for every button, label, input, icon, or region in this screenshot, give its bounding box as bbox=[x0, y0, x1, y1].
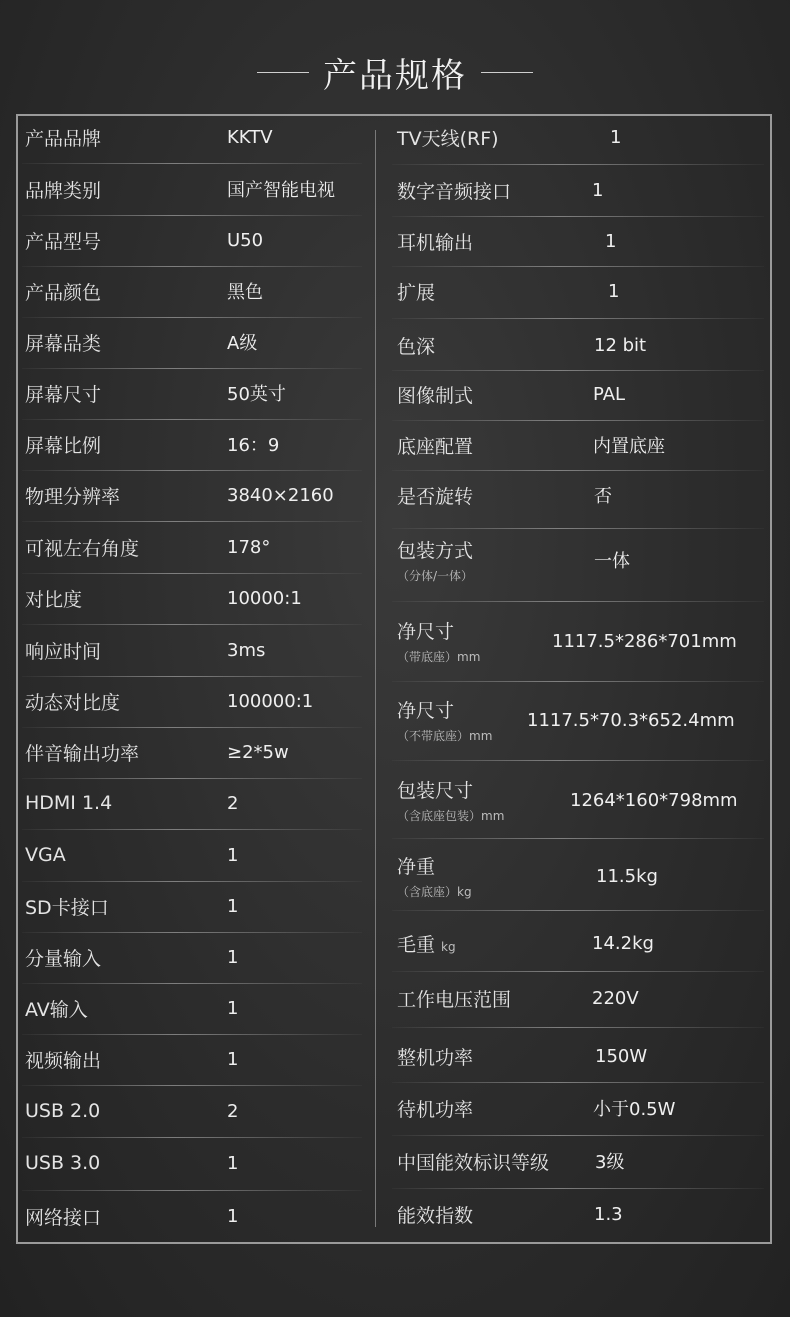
spec-value: 3级 bbox=[595, 1152, 625, 1173]
spec-value: 1 bbox=[227, 1048, 239, 1070]
spec-value: 14.2kg bbox=[592, 932, 654, 954]
spec-label-text: 净尺寸 bbox=[397, 700, 455, 722]
spec-label bbox=[397, 696, 492, 744]
row-separator bbox=[22, 676, 362, 677]
spec-row bbox=[25, 475, 385, 515]
spec-row bbox=[25, 271, 385, 311]
row-separator bbox=[22, 317, 362, 318]
row-separator bbox=[392, 601, 764, 602]
spec-value: U50 bbox=[227, 229, 264, 251]
spec-row bbox=[25, 1143, 385, 1183]
spec-value: 1 bbox=[227, 1205, 239, 1227]
row-separator bbox=[22, 983, 362, 984]
spec-value: 1 bbox=[610, 126, 622, 148]
spec-row bbox=[25, 578, 385, 618]
spec-label-text: 净尺寸 bbox=[397, 621, 455, 643]
row-separator bbox=[22, 624, 362, 625]
spec-row bbox=[397, 374, 757, 414]
spec-value: 100000:1 bbox=[227, 690, 314, 712]
spec-value: A级 bbox=[227, 333, 258, 354]
spec-value: 1 bbox=[227, 895, 239, 917]
spec-row bbox=[397, 692, 757, 748]
spec-label-text: HDMI 1.4 bbox=[25, 792, 113, 814]
spec-label bbox=[397, 1148, 549, 1175]
spec-label-text: 毛重 bbox=[397, 933, 436, 956]
row-separator bbox=[392, 760, 764, 761]
spec-row bbox=[397, 475, 757, 515]
spec-label-text: 屏幕尺寸 bbox=[25, 383, 102, 406]
row-separator bbox=[392, 838, 764, 839]
spec-label-text: 对比度 bbox=[25, 588, 83, 611]
spec-row bbox=[397, 425, 757, 465]
spec-label bbox=[25, 688, 120, 715]
spec-label-text: 可视左右角度 bbox=[25, 537, 140, 560]
spec-label-note: （分体/一体） bbox=[397, 569, 474, 583]
spec-value: 150W bbox=[595, 1045, 648, 1067]
row-separator bbox=[22, 1034, 362, 1035]
row-separator bbox=[392, 1188, 764, 1189]
spec-row bbox=[397, 271, 757, 311]
spec-label bbox=[397, 617, 480, 665]
spec-label bbox=[397, 852, 472, 900]
spec-value: 1 bbox=[592, 179, 604, 201]
spec-label bbox=[25, 380, 101, 407]
spec-label bbox=[25, 792, 112, 814]
spec-row bbox=[397, 221, 757, 261]
spec-label bbox=[25, 995, 88, 1022]
spec-label bbox=[25, 944, 101, 971]
row-separator bbox=[22, 521, 362, 522]
row-separator bbox=[22, 829, 362, 830]
spec-label bbox=[397, 776, 504, 824]
spec-label-note: （不带底座）mm bbox=[397, 729, 493, 743]
spec-label bbox=[25, 637, 101, 664]
spec-row bbox=[397, 1194, 757, 1234]
row-separator bbox=[22, 470, 362, 471]
spec-value: 10000:1 bbox=[227, 587, 302, 609]
spec-value: 2 bbox=[227, 792, 239, 814]
spec-label-text: 能效指数 bbox=[397, 1204, 474, 1227]
spec-label-text: 净重 bbox=[397, 856, 436, 878]
page-title: 产品规格 bbox=[323, 56, 467, 96]
spec-label bbox=[397, 482, 473, 509]
spec-value: 国产智能电视 bbox=[227, 180, 335, 201]
spec-label-text: 产品颜色 bbox=[25, 281, 102, 304]
spec-label-text: 产品型号 bbox=[25, 230, 102, 253]
spec-value: 178° bbox=[227, 536, 271, 558]
spec-row bbox=[25, 1091, 385, 1131]
spec-label-text: 整机功率 bbox=[397, 1046, 474, 1069]
row-separator bbox=[22, 727, 362, 728]
row-separator bbox=[392, 1082, 764, 1083]
spec-row bbox=[25, 988, 385, 1028]
spec-row bbox=[25, 117, 385, 157]
spec-label bbox=[397, 1095, 473, 1122]
spec-value: 小于0.5W bbox=[593, 1099, 676, 1120]
spec-label-text: 色深 bbox=[397, 335, 436, 358]
spec-label bbox=[25, 1152, 100, 1174]
spec-label-text: 动态对比度 bbox=[25, 691, 121, 714]
spec-label bbox=[25, 893, 109, 920]
spec-row bbox=[25, 937, 385, 977]
row-separator bbox=[22, 1085, 362, 1086]
row-separator bbox=[392, 216, 764, 217]
spec-value: 12 bit bbox=[594, 334, 647, 356]
spec-label-text: VGA bbox=[25, 844, 66, 866]
spec-value: 2 bbox=[227, 1100, 239, 1122]
spec-value: 3ms bbox=[227, 639, 266, 661]
spec-label bbox=[25, 1100, 100, 1122]
spec-label-text: 网络接口 bbox=[25, 1206, 102, 1229]
spec-row bbox=[397, 532, 757, 588]
spec-row bbox=[25, 373, 385, 413]
spec-label bbox=[397, 930, 456, 957]
spec-label-text: 屏幕品类 bbox=[25, 332, 102, 355]
title-line-left bbox=[257, 72, 309, 73]
spec-label bbox=[397, 1201, 473, 1228]
spec-label bbox=[25, 534, 139, 561]
spec-label bbox=[397, 381, 473, 408]
spec-value: 1117.5*286*701mm bbox=[552, 630, 737, 652]
spec-row bbox=[397, 170, 757, 210]
spec-value: 1264*160*798mm bbox=[570, 789, 738, 811]
spec-label bbox=[397, 1043, 473, 1070]
spec-label-text: 中国能效标识等级 bbox=[397, 1151, 550, 1174]
spec-value: 16：9 bbox=[227, 435, 280, 456]
spec-label-text: 耳机输出 bbox=[397, 231, 474, 254]
row-separator bbox=[22, 881, 362, 882]
spec-label bbox=[397, 332, 435, 359]
spec-label-text: 屏幕比例 bbox=[25, 434, 102, 457]
spec-label-note: （含底座）kg bbox=[397, 885, 472, 899]
spec-value: 一体 bbox=[594, 551, 630, 572]
spec-row bbox=[397, 1141, 757, 1181]
spec-row bbox=[397, 1088, 757, 1128]
row-separator bbox=[22, 215, 362, 216]
row-separator bbox=[392, 1027, 764, 1028]
spec-row bbox=[397, 772, 757, 828]
spec-label bbox=[25, 329, 101, 356]
spec-label-text: 图像制式 bbox=[397, 384, 474, 407]
spec-row bbox=[25, 886, 385, 926]
spec-value: 否 bbox=[594, 486, 612, 507]
spec-label-text: USB 3.0 bbox=[25, 1152, 101, 1174]
spec-label-text: 伴音输出功率 bbox=[25, 742, 140, 765]
spec-value: 黑色 bbox=[227, 282, 263, 303]
spec-row bbox=[397, 848, 757, 904]
spec-value: 1.3 bbox=[594, 1203, 623, 1225]
row-separator bbox=[392, 164, 764, 165]
spec-row bbox=[25, 630, 385, 670]
spec-label bbox=[397, 432, 473, 459]
spec-label-text: 底座配置 bbox=[397, 435, 474, 458]
spec-row bbox=[25, 1196, 385, 1236]
spec-label bbox=[397, 177, 511, 204]
row-separator bbox=[392, 470, 764, 471]
spec-label-text: 是否旋转 bbox=[397, 485, 474, 508]
spec-label-text: 响应时间 bbox=[25, 640, 102, 663]
spec-row bbox=[25, 732, 385, 772]
spec-label-text: 数字音频接口 bbox=[397, 180, 512, 203]
spec-label bbox=[25, 844, 66, 866]
spec-label-text: SD卡接口 bbox=[25, 896, 109, 919]
spec-label-text: 工作电压范围 bbox=[397, 988, 512, 1011]
row-separator bbox=[392, 370, 764, 371]
row-separator bbox=[22, 419, 362, 420]
spec-label-text: 物理分辨率 bbox=[25, 485, 121, 508]
spec-row bbox=[25, 527, 385, 567]
spec-label-text: 扩展 bbox=[397, 281, 436, 304]
spec-row bbox=[25, 1039, 385, 1079]
spec-row bbox=[397, 923, 757, 963]
row-separator bbox=[392, 681, 764, 682]
row-separator bbox=[22, 266, 362, 267]
spec-label bbox=[25, 278, 101, 305]
spec-label bbox=[25, 739, 139, 766]
spec-row bbox=[397, 325, 757, 365]
spec-row bbox=[397, 613, 757, 669]
spec-label-text: 待机功率 bbox=[397, 1098, 474, 1121]
spec-value: 1117.5*70.3*652.4mm bbox=[527, 709, 735, 731]
spec-value: 50英寸 bbox=[227, 384, 286, 405]
spec-label-text: USB 2.0 bbox=[25, 1100, 101, 1122]
spec-value: 1 bbox=[608, 280, 620, 302]
spec-label-text: 包装尺寸 bbox=[397, 780, 474, 802]
spec-label-text: 包装方式 bbox=[397, 540, 474, 562]
row-separator bbox=[22, 932, 362, 933]
spec-value: 220V bbox=[592, 987, 639, 1009]
row-separator bbox=[22, 573, 362, 574]
row-separator bbox=[392, 1135, 764, 1136]
spec-label-text: TV天线(RF) bbox=[397, 127, 499, 150]
spec-label bbox=[25, 482, 120, 509]
spec-label bbox=[397, 278, 435, 305]
spec-row bbox=[397, 1036, 757, 1076]
spec-label bbox=[25, 431, 101, 458]
spec-label bbox=[397, 124, 499, 151]
title-line-right bbox=[481, 72, 533, 73]
spec-row bbox=[25, 681, 385, 721]
spec-value: 1 bbox=[605, 230, 617, 252]
spec-label bbox=[25, 1046, 101, 1073]
spec-row bbox=[25, 835, 385, 875]
spec-row bbox=[25, 783, 385, 823]
page-header bbox=[0, 48, 790, 97]
spec-label-note: （含底座包装）mm bbox=[397, 809, 505, 823]
spec-value: 1 bbox=[227, 946, 239, 968]
spec-label bbox=[397, 985, 511, 1012]
spec-label bbox=[397, 228, 473, 255]
spec-row bbox=[25, 424, 385, 464]
row-separator bbox=[392, 528, 764, 529]
spec-label-text: 产品品牌 bbox=[25, 127, 102, 150]
spec-row bbox=[25, 220, 385, 260]
spec-row bbox=[397, 117, 757, 157]
spec-label bbox=[397, 536, 473, 584]
spec-label-unit: kg bbox=[441, 939, 456, 954]
spec-value: KKTV bbox=[227, 126, 273, 148]
spec-value: 1 bbox=[227, 844, 239, 866]
spec-label bbox=[25, 124, 101, 151]
spec-row bbox=[25, 169, 385, 209]
row-separator bbox=[392, 420, 764, 421]
spec-label-note: （带底座）mm bbox=[397, 650, 481, 664]
spec-value: ≥2*5w bbox=[227, 741, 289, 763]
spec-label bbox=[25, 176, 101, 203]
row-separator bbox=[392, 971, 764, 972]
spec-label bbox=[25, 227, 101, 254]
spec-label-text: 分量输入 bbox=[25, 947, 102, 970]
spec-label-text: AV输入 bbox=[25, 998, 88, 1021]
row-separator bbox=[22, 1137, 362, 1138]
spec-value: 内置底座 bbox=[593, 436, 665, 457]
row-separator bbox=[22, 368, 362, 369]
spec-value: 3840×2160 bbox=[227, 484, 334, 506]
spec-label-text: 视频输出 bbox=[25, 1049, 102, 1072]
spec-label bbox=[25, 585, 82, 612]
row-separator bbox=[22, 778, 362, 779]
spec-value: 1 bbox=[227, 1152, 239, 1174]
spec-value: 11.5kg bbox=[596, 865, 658, 887]
spec-value: PAL bbox=[593, 383, 626, 405]
row-separator bbox=[392, 910, 764, 911]
spec-label-text: 品牌类别 bbox=[25, 179, 102, 202]
row-separator bbox=[22, 163, 362, 164]
spec-row bbox=[397, 978, 757, 1018]
row-separator bbox=[392, 266, 764, 267]
spec-row bbox=[25, 322, 385, 362]
spec-value: 1 bbox=[227, 997, 239, 1019]
row-separator bbox=[392, 318, 764, 319]
spec-label bbox=[25, 1203, 101, 1230]
row-separator bbox=[22, 1190, 362, 1191]
